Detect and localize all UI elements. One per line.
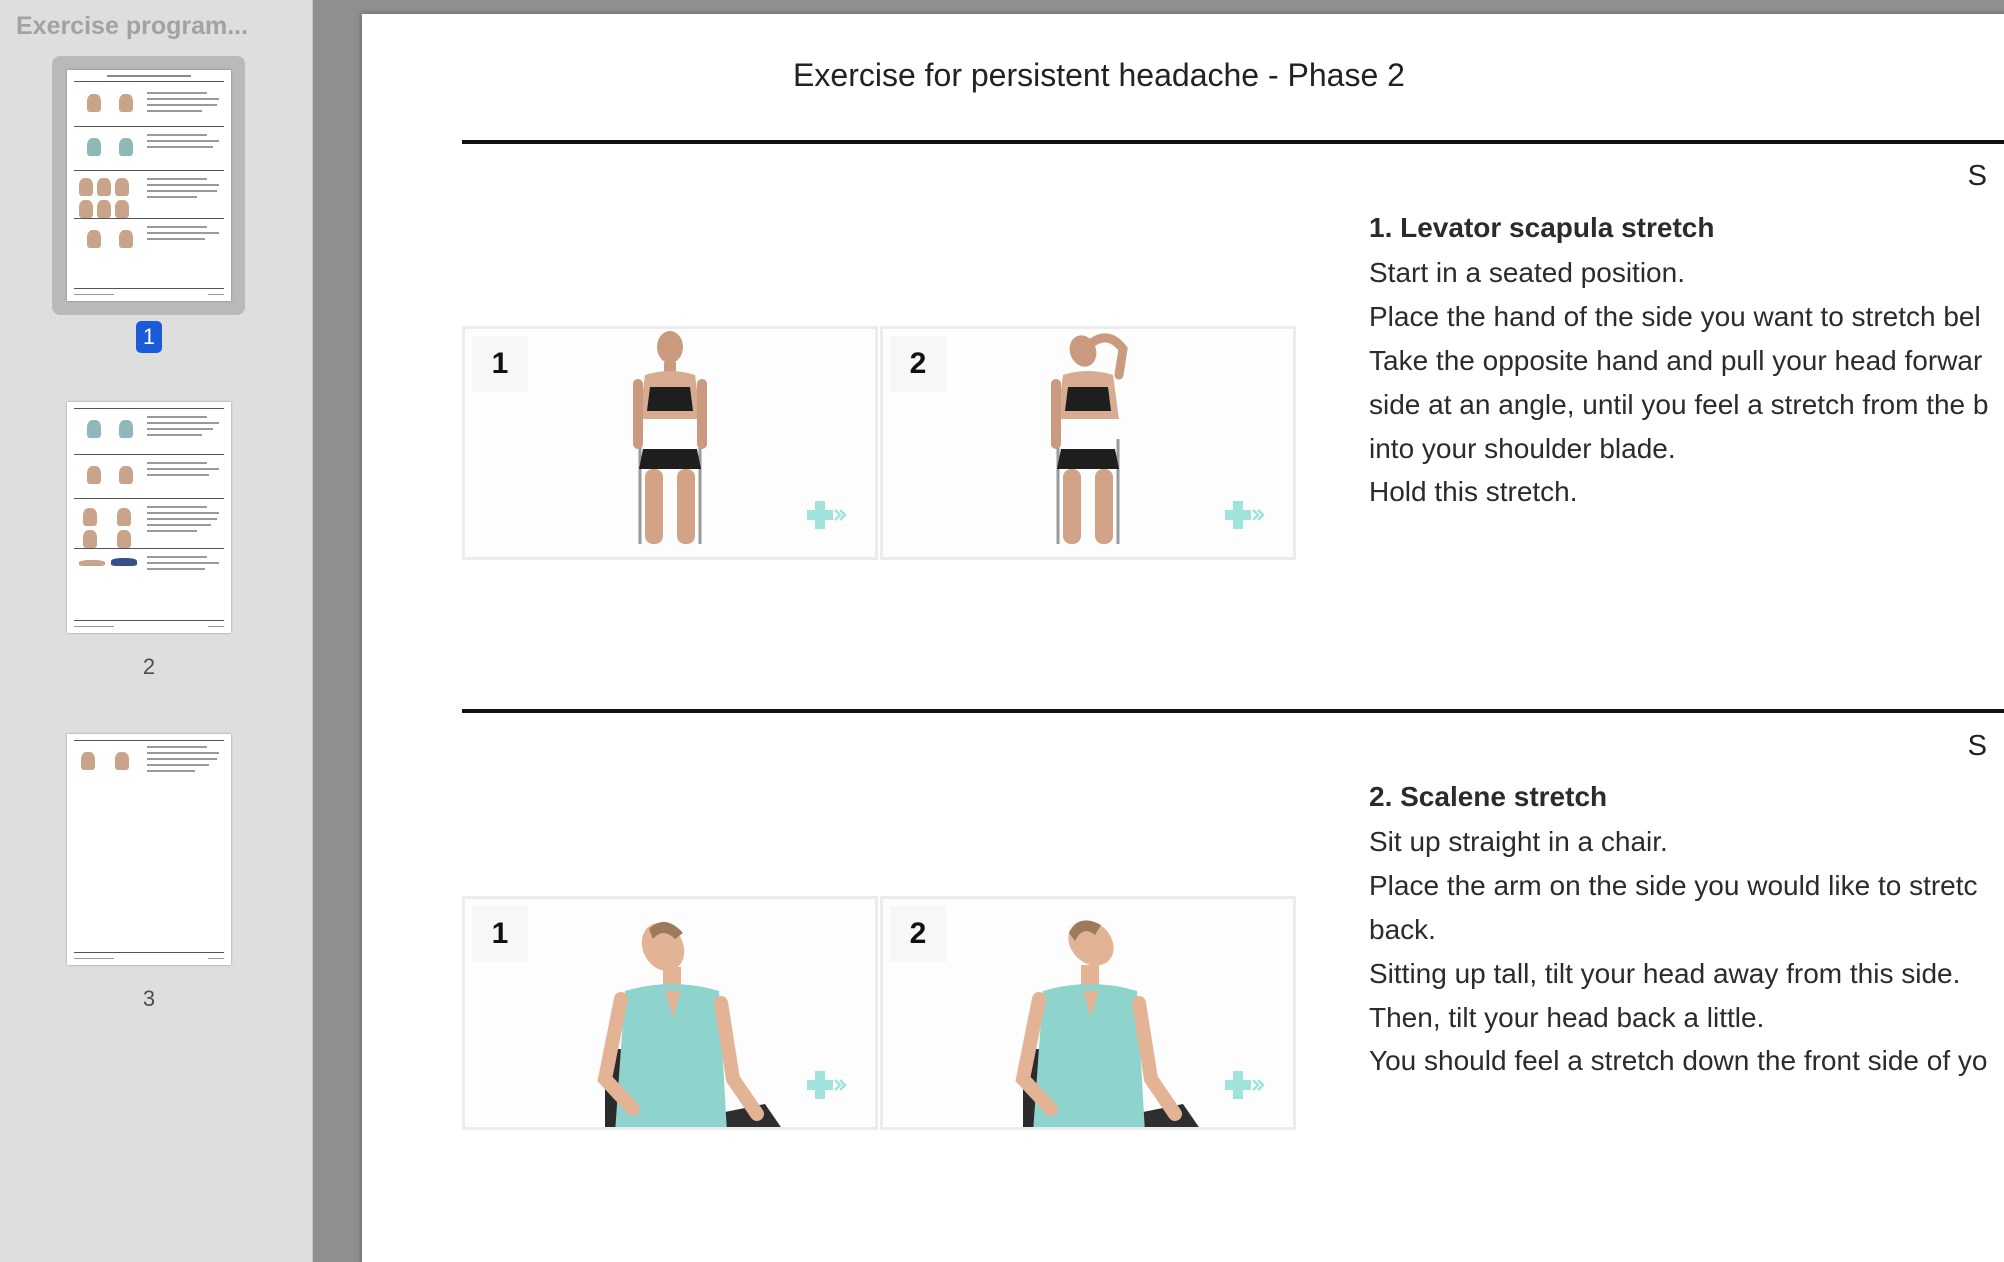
page-number-3[interactable]: 3 — [142, 986, 156, 1011]
exercise-instruction: Take the opposite hand and pull your head forwar — [1369, 345, 1983, 376]
document-page — [362, 14, 2004, 1262]
exercise-instruction: back. — [1369, 914, 1436, 945]
brand-plus-icon — [1225, 499, 1265, 531]
brand-plus-icon — [807, 499, 847, 531]
exercise-instruction: You should feel a stretch down the front side of yo — [1369, 1045, 1988, 1076]
page-number-1[interactable]: 1 — [136, 321, 162, 353]
exercise-instruction: Then, tilt your head back a little. — [1369, 1002, 1765, 1033]
page-thumbnail-2[interactable] — [67, 402, 231, 633]
step-number: 2 — [890, 906, 946, 962]
exercise-instruction: Place the arm on the side you would like to stretc — [1369, 870, 1978, 901]
exercise-instruction: Start in a seated position. — [1369, 257, 1685, 288]
step-number: 1 — [472, 906, 528, 962]
document-title-sidebar: Exercise program... — [16, 12, 249, 40]
section-divider — [462, 140, 2004, 144]
exercise-title: 2. Scalene stretch — [1369, 781, 1608, 812]
exercise-image-step-2 — [880, 896, 1296, 1130]
exercise-image-step-1 — [462, 326, 878, 560]
exercise-instruction: Place the hand of the side you want to stretch bel — [1369, 301, 1981, 332]
exercise-instruction: Sit up straight in a chair. — [1369, 826, 1668, 857]
exercise-title: 1. Levator scapula stretch — [1369, 212, 1715, 243]
exercise-image-step-2 — [880, 326, 1296, 560]
exercise-instruction: Hold this stretch. — [1369, 476, 1578, 507]
page-title: Exercise for persistent headache - Phase 2 — [793, 57, 1405, 93]
step-number: 1 — [472, 336, 528, 392]
truncated-header-text: S — [1967, 160, 1987, 192]
step-number: 2 — [890, 336, 946, 392]
exercise-instruction: side at an angle, until you feel a stretch from the b — [1369, 389, 1989, 420]
exercise-instruction: Sitting up tall, tilt your head away from this side. — [1369, 958, 1961, 989]
exercise-image-step-1 — [462, 896, 878, 1130]
thumbnail-sidebar — [0, 0, 313, 1262]
truncated-header-text: S — [1967, 730, 1987, 762]
page-thumbnail-1[interactable] — [67, 70, 231, 301]
page-thumbnail-3[interactable] — [67, 734, 231, 965]
brand-plus-icon — [1225, 1069, 1265, 1101]
brand-plus-icon — [807, 1069, 847, 1101]
page-number-2[interactable]: 2 — [142, 654, 156, 679]
section-divider — [462, 709, 2004, 713]
exercise-instruction: into your shoulder blade. — [1369, 433, 1676, 464]
